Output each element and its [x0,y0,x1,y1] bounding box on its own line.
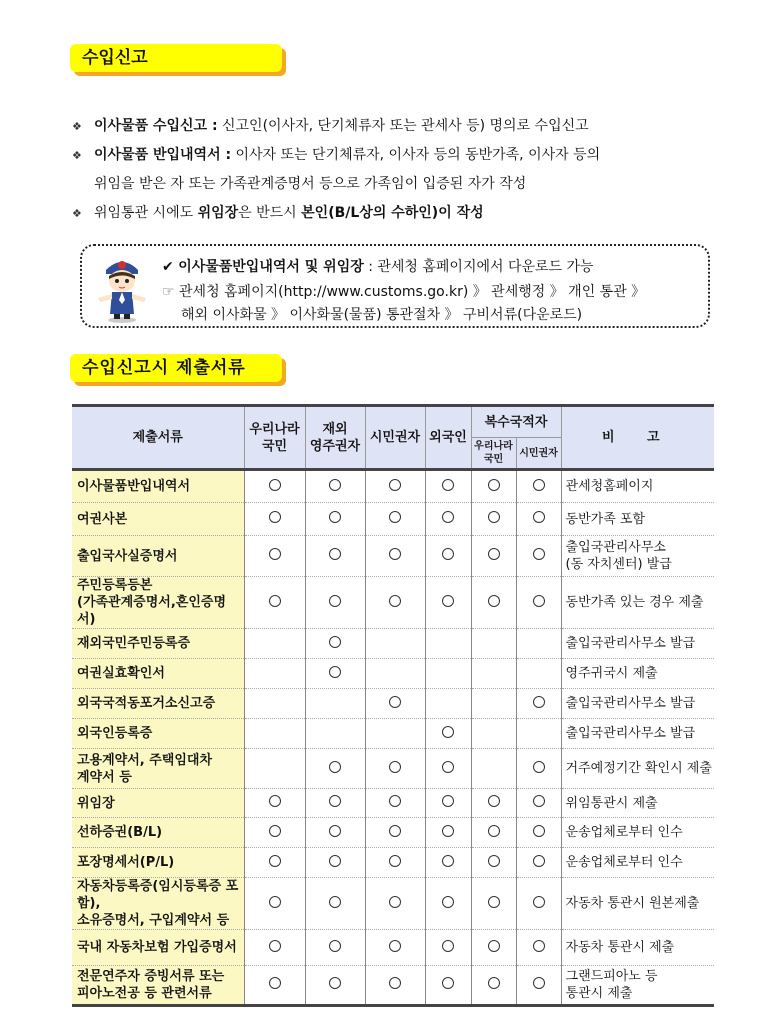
required-circle-icon [389,896,401,908]
requirement-cell [471,719,516,749]
requirement-cell [365,789,425,818]
remark: 관세청홈페이지 [561,470,714,503]
required-circle-icon [389,696,401,708]
remark: 동반가족 있는 경우 제출 [561,577,714,629]
remark: 위임통관시 제출 [561,789,714,818]
required-circle-icon [329,795,341,807]
bullet-list [72,112,722,228]
table-row [72,818,714,848]
required-circle-icon [389,795,401,807]
requirement-cell [305,577,365,629]
required-circle-icon [533,479,545,491]
requirement-cell [365,930,425,966]
required-circle-icon [442,896,454,908]
required-circle-icon [533,896,545,908]
bullet-term: 본인(B/L상의 수하인)이 작성 [301,205,484,221]
requirement-cell [244,629,305,659]
requirement-cell [425,629,471,659]
pointing-hand-icon: ☞ [162,284,175,300]
required-circle-icon [488,511,500,523]
requirement-cell [365,629,425,659]
required-circle-icon [533,595,545,607]
remark: 운송업체로부터 인수 [561,818,714,848]
diamond-bullet-icon: ❖ [72,120,82,133]
document-name: 전문연주자 증빙서류 또는 피아노전공 등 관련서류 [72,966,244,1006]
homepage-path-line-2[interactable]: 해외 이사화물 》 이사화물(물품) 통관절차 》 구비서류(다운로드) [181,307,583,323]
table-row [72,719,714,749]
requirement-cell [244,848,305,878]
requirement-cell [305,503,365,536]
required-circle-icon [533,696,545,708]
check-icon: ✔ [162,259,174,275]
required-circle-icon [329,511,341,523]
requirement-cell [471,848,516,878]
requirement-cell [365,848,425,878]
bullet-item [72,112,722,141]
requirement-cell [425,719,471,749]
required-circle-icon [329,825,341,837]
header-foreigner: 외국인 [425,406,471,470]
required-circle-icon [442,479,454,491]
requirement-cell [244,689,305,719]
requirement-cell [305,818,365,848]
requirement-cell [305,536,365,577]
requirement-cell [516,503,561,536]
header-remarks: 비 고 [561,406,714,470]
requirement-cell [516,789,561,818]
requirement-cell [471,503,516,536]
bullet-term: 이사물품 반입내역서 : [94,147,232,163]
requirement-cell [244,749,305,789]
remark: 출입국관리사무소 발급 [561,629,714,659]
bullet-text: 신고인(이사자, 단기체류자 또는 관세사 등) 명의로 수입신고 [217,118,589,134]
requirement-cell [516,689,561,719]
requirement-cell [471,818,516,848]
requirement-cell [305,719,365,749]
requirement-cell [244,470,305,503]
table-row [72,629,714,659]
table-row [72,536,714,577]
bullet-term: 이사물품 수입신고 : [94,118,218,134]
document-name: 선하증권(B/L) [72,818,244,848]
requirement-cell [305,848,365,878]
required-circle-icon [329,940,341,952]
document-name: 자동차등록증(임시등록증 포함), 소유증명서, 구입계약서 등 [72,878,244,930]
section-title-required-documents: 수입신고시 제출서류 [70,354,282,382]
document-name: 외국국적동포거소신고증 [72,689,244,719]
homepage-path [162,281,645,301]
requirement-cell [516,577,561,629]
document-name: 고용계약서, 주택임대차 계약서 등 [72,749,244,789]
requirement-cell [516,966,561,1006]
header-korean-national: 우리나라 국민 [244,406,305,470]
table-row [72,749,714,789]
requirement-cell [365,659,425,689]
remark: 출입국관리사무소 (동 자치센터) 발급 [561,536,714,577]
requirement-cell [305,689,365,719]
remark: 운송업체로부터 인수 [561,848,714,878]
remark: 영주귀국시 제출 [561,659,714,689]
remark: 동반가족 포함 [561,503,714,536]
requirement-cell [425,689,471,719]
requirement-cell [244,503,305,536]
required-circle-icon [389,548,401,560]
document-name: 포장명세서(P/L) [72,848,244,878]
required-circle-icon [389,977,401,989]
remark: 자동차 통관시 제출 [561,930,714,966]
requirement-cell [244,789,305,818]
required-circle-icon [488,940,500,952]
requirement-cell [425,930,471,966]
header-overseas-permanent-resident: 재외 영주권자 [305,406,365,470]
document-name: 출입국사실증명서 [72,536,244,577]
table-row [72,878,714,930]
requirement-cell [471,930,516,966]
required-circle-icon [488,479,500,491]
required-circle-icon [488,977,500,989]
table-row [72,659,714,689]
required-circle-icon [533,940,545,952]
required-circle-icon [389,855,401,867]
required-circle-icon [389,511,401,523]
requirement-cell [244,966,305,1006]
table-row [72,848,714,878]
remark: 그랜드피아노 등 통관시 제출 [561,966,714,1006]
required-circle-icon [269,855,281,867]
table-row [72,966,714,1006]
required-circle-icon [269,825,281,837]
required-circle-icon [329,548,341,560]
required-circle-icon [533,795,545,807]
requirement-cell [471,577,516,629]
required-circle-icon [442,940,454,952]
customs-mascot-icon [94,254,150,324]
required-circle-icon [329,595,341,607]
requirement-cell [425,789,471,818]
required-circle-icon [488,595,500,607]
required-documents-table [72,404,714,1007]
requirement-cell [365,966,425,1006]
section-title-import-declaration: 수입신고 [70,44,282,72]
required-circle-icon [442,795,454,807]
required-circle-icon [442,595,454,607]
header-citizen: 시민권자 [365,406,425,470]
document-name: 재외국민주민등록증 [72,629,244,659]
requirement-cell [244,659,305,689]
document-name: 국내 자동차보험 가입증명서 [72,930,244,966]
required-circle-icon [269,511,281,523]
required-circle-icon [442,761,454,773]
requirement-cell [471,789,516,818]
requirement-cell [471,536,516,577]
requirement-cell [305,930,365,966]
requirement-cell [471,629,516,659]
diamond-bullet-icon: ❖ [72,149,82,162]
remark: 자동차 통관시 원본제출 [561,878,714,930]
requirement-cell [305,789,365,818]
requirement-cell [425,577,471,629]
required-circle-icon [389,761,401,773]
requirement-cell [471,470,516,503]
document-name: 외국인등록증 [72,719,244,749]
required-circle-icon [329,666,341,678]
required-circle-icon [488,825,500,837]
requirement-cell [516,719,561,749]
required-circle-icon [269,977,281,989]
requirement-cell [305,470,365,503]
required-circle-icon [488,855,500,867]
requirement-cell [471,878,516,930]
required-circle-icon [389,479,401,491]
requirement-cell [305,878,365,930]
requirement-cell [425,503,471,536]
required-circle-icon [442,726,454,738]
requirement-cell [516,470,561,503]
bullet-text: 이사자 또는 단기체류자, 이사자 등의 동반가족, 이사자 등의 [231,147,601,163]
requirement-cell [425,536,471,577]
required-circle-icon [533,825,545,837]
requirement-cell [425,470,471,503]
requirement-cell [305,966,365,1006]
required-circle-icon [488,548,500,560]
required-circle-icon [269,940,281,952]
required-circle-icon [533,977,545,989]
document-name: 여권실효확인서 [72,659,244,689]
remark: 출입국관리사무소 발급 [561,689,714,719]
requirement-cell [244,818,305,848]
requirement-cell [244,878,305,930]
requirement-cell [365,818,425,848]
bullet-text: 위임통관 시에도 [94,205,198,221]
table-row [72,689,714,719]
required-circle-icon [329,977,341,989]
diamond-bullet-icon: ❖ [72,207,82,220]
required-circle-icon [269,595,281,607]
requirement-cell [365,470,425,503]
required-circle-icon [533,511,545,523]
required-circle-icon [442,977,454,989]
header-documents: 제출서류 [72,406,244,470]
header-dual-korean-national: 우리나라 국민 [471,438,516,470]
requirement-cell [516,878,561,930]
bullet-item [72,199,722,228]
requirement-cell [305,659,365,689]
requirement-cell [244,719,305,749]
download-note [162,256,594,276]
remark: 거주예정기간 확인시 제출 [561,749,714,789]
requirement-cell [471,689,516,719]
requirement-cell [516,749,561,789]
table-row [72,577,714,629]
document-name: 위임장 [72,789,244,818]
bullet-continuation: 위임을 받은 자 또는 가족관계증명서 등으로 가족임이 입증된 자가 작성 [94,176,527,192]
required-circle-icon [442,855,454,867]
requirement-cell [516,659,561,689]
requirement-cell [365,503,425,536]
requirement-cell [244,577,305,629]
requirement-cell [471,966,516,1006]
requirement-cell [425,966,471,1006]
requirement-cell [425,659,471,689]
requirement-cell [471,749,516,789]
required-circle-icon [533,761,545,773]
required-circle-icon [329,855,341,867]
requirement-cell [516,930,561,966]
remark: 출입국관리사무소 발급 [561,719,714,749]
requirement-cell [425,878,471,930]
requirement-cell [305,629,365,659]
note-box [80,244,710,328]
required-circle-icon [533,548,545,560]
requirement-cell [365,577,425,629]
required-circle-icon [329,479,341,491]
table-row [72,470,714,503]
table-row [72,503,714,536]
required-circle-icon [269,479,281,491]
document-name: 여권사본 [72,503,244,536]
table-row [72,930,714,966]
table-row [72,789,714,818]
required-circle-icon [269,896,281,908]
requirement-cell [425,848,471,878]
download-note-text: : 관세청 홈페이지에서 다운로드 가능 [363,259,594,275]
required-circle-icon [329,896,341,908]
document-name: 주민등록등본 (가족관계증명서,혼인증명서) [72,577,244,629]
required-circle-icon [488,896,500,908]
required-circle-icon [389,940,401,952]
requirement-cell [365,689,425,719]
requirement-cell [305,749,365,789]
required-circle-icon [488,795,500,807]
requirement-cell [516,629,561,659]
required-circle-icon [442,548,454,560]
requirement-cell [365,719,425,749]
required-circle-icon [269,548,281,560]
requirement-cell [365,878,425,930]
requirement-cell [244,930,305,966]
bullet-item [72,141,722,170]
document-name: 이사물품반입내역서 [72,470,244,503]
required-circle-icon [442,511,454,523]
required-circle-icon [329,636,341,648]
required-circle-icon [442,825,454,837]
required-circle-icon [329,761,341,773]
required-circle-icon [389,825,401,837]
requirement-cell [365,536,425,577]
requirement-cell [425,749,471,789]
header-dual-citizen: 시민권자 [516,438,561,470]
requirement-cell [425,818,471,848]
required-circle-icon [389,595,401,607]
homepage-path-line[interactable]: 관세청 홈페이지(http://www.customs.go.kr) 》 관세행정 》 개인 통관 》 [179,284,646,300]
bullet-term: 위임장 [197,205,239,221]
bullet-text: 은 반드시 [238,205,302,221]
required-circle-icon [533,855,545,867]
download-note-term: 이사물품반입내역서 및 위임장 [178,259,364,275]
requirement-cell [244,536,305,577]
requirement-cell [516,848,561,878]
header-dual-nationality: 복수국적자 [471,406,561,438]
requirement-cell [516,818,561,848]
requirement-cell [471,659,516,689]
required-circle-icon [269,795,281,807]
requirement-cell [516,536,561,577]
requirement-cell [365,749,425,789]
